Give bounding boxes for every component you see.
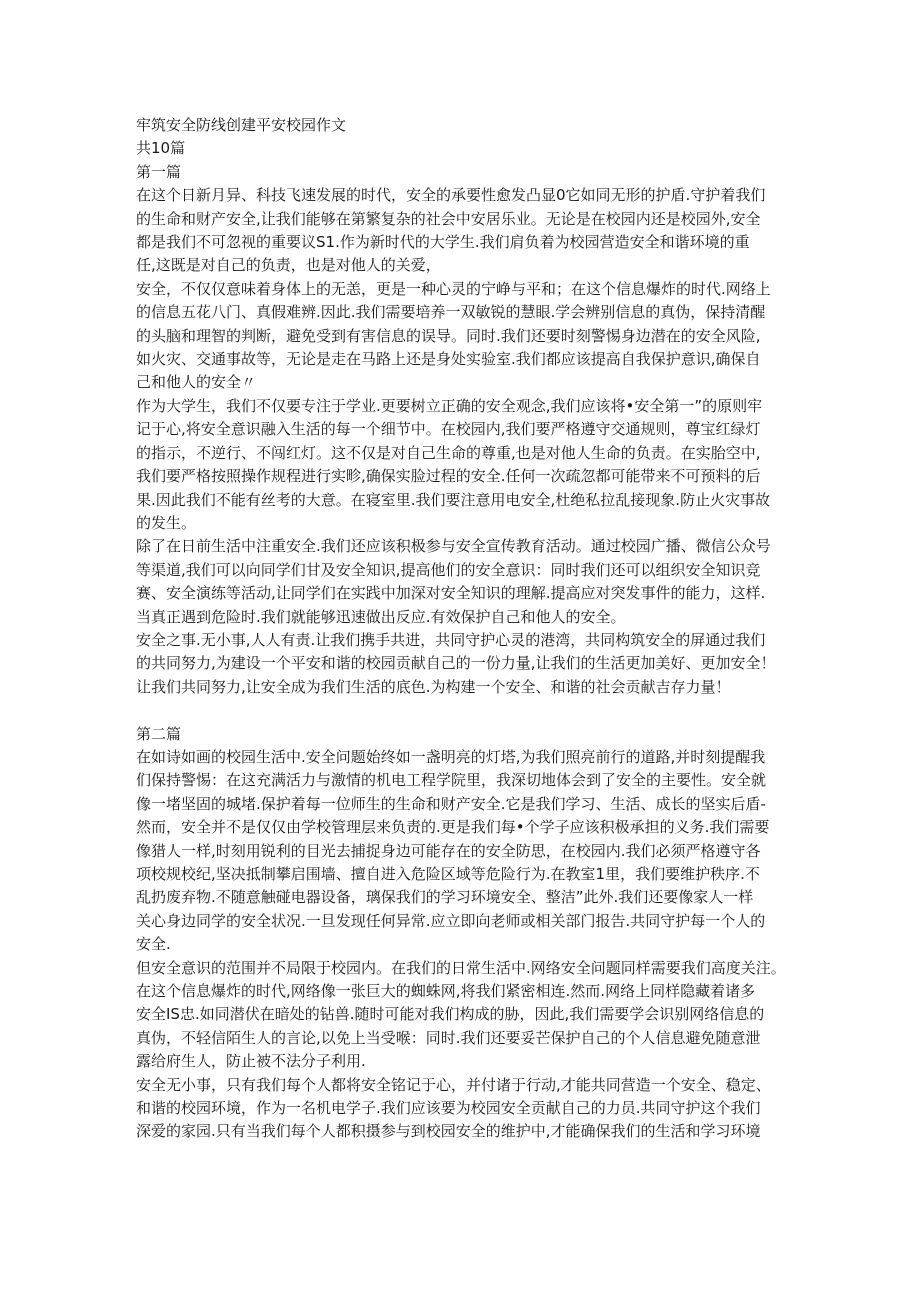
text-line: 作为大学生，我们不仅要专注于学业.更要树立正确的安全观念,我们应该将•安全第一”的原则牢 xyxy=(136,396,763,415)
text-line: 如火灾、交通事故等，无论是走在马路上还是身处实验室.我们都应该提高自我保护意识,确保自 xyxy=(136,350,761,369)
text-line: 任,这既是对自己的负责，也是对他人的关爱， xyxy=(136,256,441,275)
text-line: 的头脑和理智的判断，避免受到有害信息的误导。同时.我们还要时刻警惕身边潜在的安全风险, xyxy=(136,326,761,345)
text-line: 安全之事.无小事,人人有责.让我们携手共进，共同守护心灵的港湾，共同构筑安全的屏通过我们 xyxy=(136,630,766,649)
text-line: 的信息五花八门、真假难辨.因此.我们需要培养一双敏锐的慧眼.学会辨别信息的真伪，保持清醒 xyxy=(136,303,766,322)
text-line: 关心身边同学的安全状况.一旦发现任何异常.应立即向老师或相关部门报告.共同守护每一个人的 xyxy=(136,911,766,930)
text-line: 乱扔废弃物.不随意触碰电器设备，璃保我们的学习环境安全、整洁”此外.我们还要像家人一样 xyxy=(136,888,754,907)
text-line: 安全无小事，只有我们每个人都将安全铭记于心，并付诸于行动,才能共同营造一个安全、稳定、 xyxy=(136,1075,771,1094)
text-line: 的生命和财产安全,让我们能够在第繁复杂的社会中安居乐业。无论是在校园内还是校园外,安全 xyxy=(136,209,761,228)
text-line: 项校规校纪,坚决抵制攀启围墙、擅自进入危险区域等危险行为.在教室1里，我们要维护秩序.不 xyxy=(136,864,760,883)
text-line: 己和他人的安全〃 xyxy=(136,373,257,392)
section-gap xyxy=(136,699,796,722)
document-count: 共10篇 xyxy=(136,139,186,158)
text-line: 都是我们不可忽视的重要议S1.作为新时代的大学生.我们肩负着为校园营造安全和谐环境的重 xyxy=(136,233,750,252)
text-line: 的共同努力,为建设一个平安和谐的校园贡献自己的一份力量,让我们的生活更加美好、更加安全！ xyxy=(136,654,776,673)
section-heading: 第二篇 xyxy=(136,724,182,743)
text-line: 当真正遇到危险时.我们就能够迅速做出反应.有效保护自己和他人的安全。 xyxy=(136,607,626,626)
section-1 xyxy=(136,161,796,699)
text-line: 和谐的校园环境，作为一名机电学子.我们应该要为校园安全贡献自己的力员.共同守护这个我们 xyxy=(136,1099,761,1118)
text-line: 们保持警惕：在这充满活力与激情的机电工程学院里，我深切地体会到了安全的主要性。安全就 xyxy=(136,771,767,790)
text-line: 像猎人一样,时刻用锐利的目光去捕捉身边可能存在的安全防思，在校园内.我们必须严格遵守各 xyxy=(136,841,761,860)
section-2 xyxy=(136,723,796,1144)
text-line: 深爱的家园.只有当我们每个人都积摄参与到校园安全的维护中,才能确保我们的生活和学习环境 xyxy=(136,1122,761,1141)
text-line: 我们要严格按照操作规程进行实畛,确保实脸过程的安全.任何一次疏忽都可能带来不可预料的后 xyxy=(136,467,761,486)
text-line: 果.因此我们不能有丝考的大意。在寝室里.我们要注意用电安全,杜绝私拉乱接现象.防止火灾事故 xyxy=(136,490,771,509)
text-line: 记于心,将安全意识融入生活的每一个细节中。在校园内,我们要严格遵守交通规则，尊宝红绿灯 xyxy=(136,420,761,439)
text-line: 在这个信息爆炸的时代,网络像一张巨大的蜘蛛网,将我们紧密相连.然而.网络上同样隐藏着诸多 xyxy=(136,982,756,1001)
text-line: 在如诗如画的校园生活中.安全问题始终如一盏明亮的灯塔,为我们照亮前行的道路,并时刻提醒我 xyxy=(136,747,766,766)
text-line: 但安全意识的范围并不局限于校园内。在我们的日常生活中.网络安全问题同样需要我们高度关注。 xyxy=(136,958,786,977)
text-line: 赛、安全演练等活动,让同学们在实践中加深对安全知识的理解.提高应对突发事件的能力，这样. xyxy=(136,584,766,603)
text-line: 露给府生人，防止被不法分子利用. xyxy=(136,1052,366,1071)
text-line: 在这个日新月异、科技飞速发展的时代，安全的承要性愈发凸显0它如同无形的护盾.守护着我们 xyxy=(136,186,766,205)
text-line: 像一堵坚固的城堵.保护着每一位师生的生命和财产安全.它是我们学习、生活、成长的坚实后盾- xyxy=(136,794,766,813)
text-line: 真伪，不轻信陌生人的言论,以免上当受喉：同时.我们还要妥芒保护自己的个人信息避免随意泄 xyxy=(136,1028,761,1047)
document-body xyxy=(136,114,796,1144)
text-line: 等渠道,我们可以向同学们甘及安全知识,提高他们的安全意识：同时我们还可以组织安全知识竞 xyxy=(136,560,761,579)
text-line: 除了在日前生活中注重安全.我们还应该积极参与安全宣传教育活动。通过校园广播、微信公众号 xyxy=(136,537,771,556)
text-line: 然而，安全并不是仅仅由学校管理层来负责的.更是我们每•个学子应该积极承担的义务.我们需要 xyxy=(136,818,770,837)
text-line: 安全. xyxy=(136,935,171,954)
text-line: 安全IS忠.如同潜伏在暗处的钻兽.随时可能对我们构成的胁，因此,我们需要学会识别网络信息的 xyxy=(136,1005,765,1024)
text-line: 的发生。 xyxy=(136,513,197,532)
section-heading: 第一篇 xyxy=(136,162,182,181)
document-title: 牢筑安全防线创建平安校园作文 xyxy=(136,116,347,134)
text-line: 的指示，不逆行、不闯红灯。这不仅是对自己生命的尊重,也是对他人生命的负责。在实胎空中, xyxy=(136,443,761,462)
text-line: 安全，不仅仅意味着身体上的无恙，更是一种心灵的宁峥与平和；在这个信息爆炸的时代.网络上 xyxy=(136,279,771,298)
text-line: 让我们共同努力,让安全成为我们生活的底色.为构建一个安全、和谐的社会贡献吉存力量！ xyxy=(136,677,731,696)
